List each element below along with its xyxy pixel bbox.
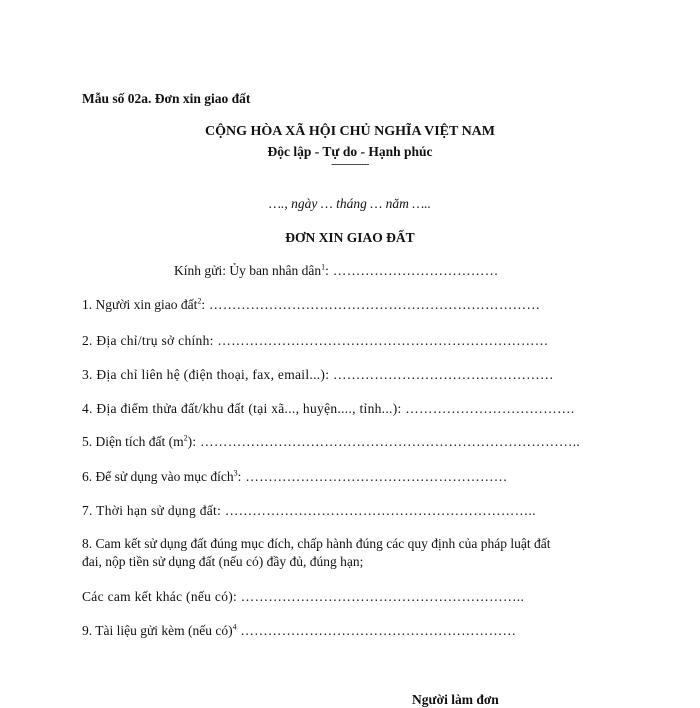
recipient-line bbox=[174, 262, 499, 279]
field-address: 2. Địa chỉ/trụ sở chính: ……………………………………………………………… bbox=[82, 333, 549, 348]
date-line: …., ngày … tháng … năm ….. bbox=[268, 196, 431, 211]
commitment-line-1: 8. Cam kết sử dụng đất đúng mục đích, chấp hành đúng các quy định của pháp luật đất bbox=[82, 536, 551, 551]
document-title: ĐƠN XIN GIAO ĐẤT bbox=[285, 230, 415, 245]
field-location: 4. Địa điểm thửa đất/khu đất (tại xã..., huyện...., tỉnh...): ………………………………. bbox=[82, 401, 575, 416]
field-attachments bbox=[82, 622, 516, 639]
field-blank: : ……………………………………………………………… bbox=[201, 297, 541, 312]
footnote-ref: 1 bbox=[321, 262, 326, 272]
footnote-ref: 3 bbox=[233, 468, 238, 478]
field-term: 7. Thời hạn sử dụng đất: ………………………………………………………….. bbox=[82, 503, 536, 518]
field-blank: ): ……………………………………………………………………….. bbox=[187, 434, 581, 449]
footnote-ref: 2 bbox=[197, 296, 202, 306]
commitment-line-2: đai, nộp tiền sử dụng đất (nếu có) đầy đủ, đúng hạn; bbox=[82, 554, 364, 569]
country-header: CỘNG HÒA XÃ HỘI CHỦ NGHĨA VIỆT NAM bbox=[204, 124, 495, 139]
field-label: 5. Diện tích đất (m bbox=[82, 434, 184, 449]
signature-heading: Người làm đơn bbox=[412, 692, 499, 707]
form-number: Mẫu số 02a. Đơn xin giao đất bbox=[82, 91, 251, 106]
field-applicant bbox=[82, 296, 540, 313]
header-separator: --------------- bbox=[331, 159, 369, 169]
field-label: 1. Người xin giao đất bbox=[82, 297, 198, 312]
field-label: 6. Để sử dụng vào mục đích bbox=[82, 469, 234, 484]
field-purpose bbox=[82, 468, 508, 485]
field-blank: …………………………………………………… bbox=[236, 623, 517, 638]
recipient-blank: : ……………………………… bbox=[325, 263, 499, 278]
field-contact: 3. Địa chỉ liên hệ (điện thoại, fax, email...): ………………………………………… bbox=[82, 367, 554, 382]
footnote-ref: 4 bbox=[232, 622, 237, 632]
footnote-ref: 2 bbox=[183, 433, 188, 443]
field-blank: : ………………………………………………… bbox=[237, 469, 508, 484]
other-commitments: Các cam kết khác (nếu có): …………………………………………………….. bbox=[82, 589, 525, 604]
field-area bbox=[82, 433, 580, 450]
field-label: 9. Tài liệu gửi kèm (nếu có) bbox=[82, 623, 233, 638]
motto: Độc lập - Tự do - Hạnh phúc bbox=[267, 144, 433, 159]
recipient-label: Kính gửi: Ủy ban nhân dân bbox=[174, 263, 322, 278]
